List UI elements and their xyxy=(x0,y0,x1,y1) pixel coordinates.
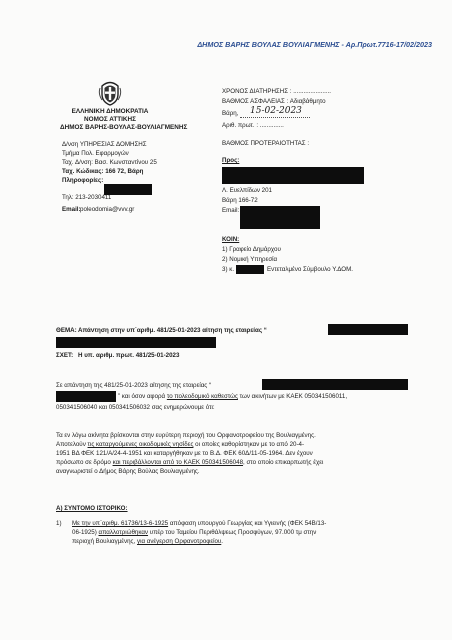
p1-line2-b: των ακινήτων με ΚΑΕΚ 050341506011, xyxy=(237,393,348,400)
p1-line2-a: ” και όσον αφορά xyxy=(118,393,167,400)
section-a-heading: Α) ΣΥΝΤΟΜΟ ΙΣΤΟΡΙΚΟ: xyxy=(56,505,128,512)
redaction-subject-1 xyxy=(328,324,408,335)
item1-line2-b: υπέρ του Ταμείου Περιθάλψεως Προσφύγων, 97.000 τμ στην xyxy=(148,529,317,536)
koin-item-1: 1) Γραφείο Δημάρχου xyxy=(222,246,281,253)
item1-line1-u: Με την υπ΄αριθμ. 61736/13-6-1925 xyxy=(72,520,169,527)
p2-line2-u: τις καταργούμενες οικοδομικές νησίδες xyxy=(87,441,194,448)
item1-line1 xyxy=(72,520,326,527)
item1-line3-u: για ανέγερση Ορφανοτροφείου xyxy=(136,538,222,545)
p1-line1: Σε απάντηση της 481/25-01-2023 αίτησης της εταιρείας “ xyxy=(56,382,212,389)
koin-label: ΚΟΙΝ: xyxy=(222,236,240,243)
redaction-recipient xyxy=(222,167,364,184)
p1-line3: 050341506040 και 050341506032 σας ενημερώνουμε ότι: xyxy=(56,404,215,411)
sender-phone: Τηλ: 213-2030411 xyxy=(62,194,112,201)
p2-line4-b: , στο οποίο επικαρπωτής έχει xyxy=(243,459,324,466)
item1-line3-b: . xyxy=(221,538,224,545)
subject-label: ΘΕΜΑ: xyxy=(56,327,77,334)
sender-country: ΕΛΛΗΝΙΚΗ ΔΗΜΟΚΡΑΤΙΑ xyxy=(71,108,149,115)
sender-municipality: ΔΗΜΟΣ ΒΑΡΗΣ-ΒΟΥΛΑΣ-ΒΟΥΛΙΑΓΜΕΝΗΣ xyxy=(60,124,188,131)
protocol-field: Αριθ. πρωτ. : .............. xyxy=(222,122,284,129)
priority-field: ΒΑΘΜΟΣ ΠΡΟΤΕΡΑΙΟΤΗΤΑΣ : xyxy=(222,140,310,147)
item1-number: 1) xyxy=(56,520,62,527)
item1-line2-u: απαλλοτριώθηκαν xyxy=(98,529,149,536)
recipient-email-label: Email: xyxy=(222,207,240,214)
p1-line2-u: το πολεοδομικό καθεστώς xyxy=(166,393,238,400)
redaction-body-2 xyxy=(56,391,116,402)
sender-postcode: Ταχ. Κώδικας: 166 72, Βάρη xyxy=(62,168,144,175)
place-label: Βάρη, xyxy=(222,110,239,117)
p2-line4 xyxy=(56,459,323,466)
sender-directorate: Δ/νση ΥΠΗΡΕΣΙΑΣ ΔΟΜΗΣΗΣ xyxy=(62,141,147,148)
item1-line2 xyxy=(72,529,316,536)
subject-text: Απάντηση στην υπ΄αριθμ. 481/25-01-2023 αίτηση της εταιρείας “ xyxy=(78,327,267,334)
p2-line4-a: πρόσωπο σε δρόμο xyxy=(56,459,113,466)
related-text: Η υπ. αριθμ. πρωτ. 481/25-01-2023 xyxy=(78,352,180,359)
recipient-city: Βάρη 166-72 xyxy=(222,197,258,204)
redaction-body-1 xyxy=(262,379,408,390)
koin-item-3: 3) κ. xyxy=(222,266,235,273)
recipient-label: Προς: xyxy=(222,157,240,164)
redaction-subject-2 xyxy=(56,337,216,348)
p2-line2-b: οι οποίες καθορίστηκαν με το από 20-4- xyxy=(193,441,305,448)
item1-line3 xyxy=(72,538,223,545)
date-line xyxy=(240,117,310,118)
p2-line2 xyxy=(56,441,304,448)
item1-line3-a: περιοχή Βουλιαγμένης, xyxy=(72,538,137,545)
p2-line5: αναγνωριστεί ο Δήμος Βάρης Βούλας Βουλιαγμένης. xyxy=(56,468,200,475)
p2-line1: Τα εν λόγω ακίνητα βρίσκονται στην ευρύτερη περιοχή του Ορφανοτροφείου της Βουλιαγμένης. xyxy=(56,432,316,439)
coat-of-arms-icon xyxy=(98,80,122,106)
p2-line4-u: και περιβάλλονται από το ΚΑΕΚ 050341506048 xyxy=(112,459,244,466)
sender-address: Ταχ. Δ/νση: Βασ. Κωνσταντίνου 25 xyxy=(62,159,157,166)
p2-line2-a: Αποτελούν xyxy=(56,441,88,448)
redaction-recipient-email xyxy=(240,206,320,229)
sender-email: poleodomia@vvv.gr xyxy=(80,206,135,213)
item1-line1-a: απόφαση υπουργού Γεωργίας και Υγιεινής (ΦΕΚ 54Β/13- xyxy=(168,520,327,527)
recipient-street: Λ. Ευελπίδων 201 xyxy=(222,187,272,194)
p1-line2 xyxy=(118,393,347,400)
sender-prefecture: ΝΟΜΟΣ ΑΤΤΙΚΗΣ xyxy=(84,116,136,123)
koin-item-3-role: Εντεταλμένο Σύμβουλο Υ.ΔΟΜ. xyxy=(267,266,353,273)
sender-email-label: Email: xyxy=(62,206,81,213)
p2-line3: 1951 ΒΔ ΦΕΚ 121/Α/24-4-1951 και καταργήθηκαν με το Β.Δ. ΦΕΚ 60Δ/11-05-1964. Δεν έχουν xyxy=(56,450,313,457)
redaction-koin xyxy=(236,265,264,274)
related-label: ΣΧΕΤ: xyxy=(56,352,74,359)
item1-line2-a: 06-1925) xyxy=(72,529,99,536)
handwritten-date: 15-02-2023 xyxy=(250,106,302,116)
retention-field: ΧΡΟΝΟΣ ΔΙΑΤΗΡΗΣΗΣ : ...................... xyxy=(222,88,332,95)
koin-item-2: 2) Νομική Υπηρεσία xyxy=(222,256,278,263)
protocol-header: ΔΗΜΟΣ ΒΑΡΗΣ ΒΟΥΛΑΣ ΒΟΥΛΙΑΓΜΕΝΗΣ - Αρ.Πρωτ.7716-17/02/2023 xyxy=(197,40,432,49)
security-field: ΒΑΘΜΟΣ ΑΣΦΑΛΕΙΑΣ : Αδιαβάθμητο xyxy=(222,98,326,105)
sender-department: Τμήμα Πολ. Εφαρμογών xyxy=(62,150,129,157)
sender-info-label: Πληροφορίες: xyxy=(62,177,104,184)
